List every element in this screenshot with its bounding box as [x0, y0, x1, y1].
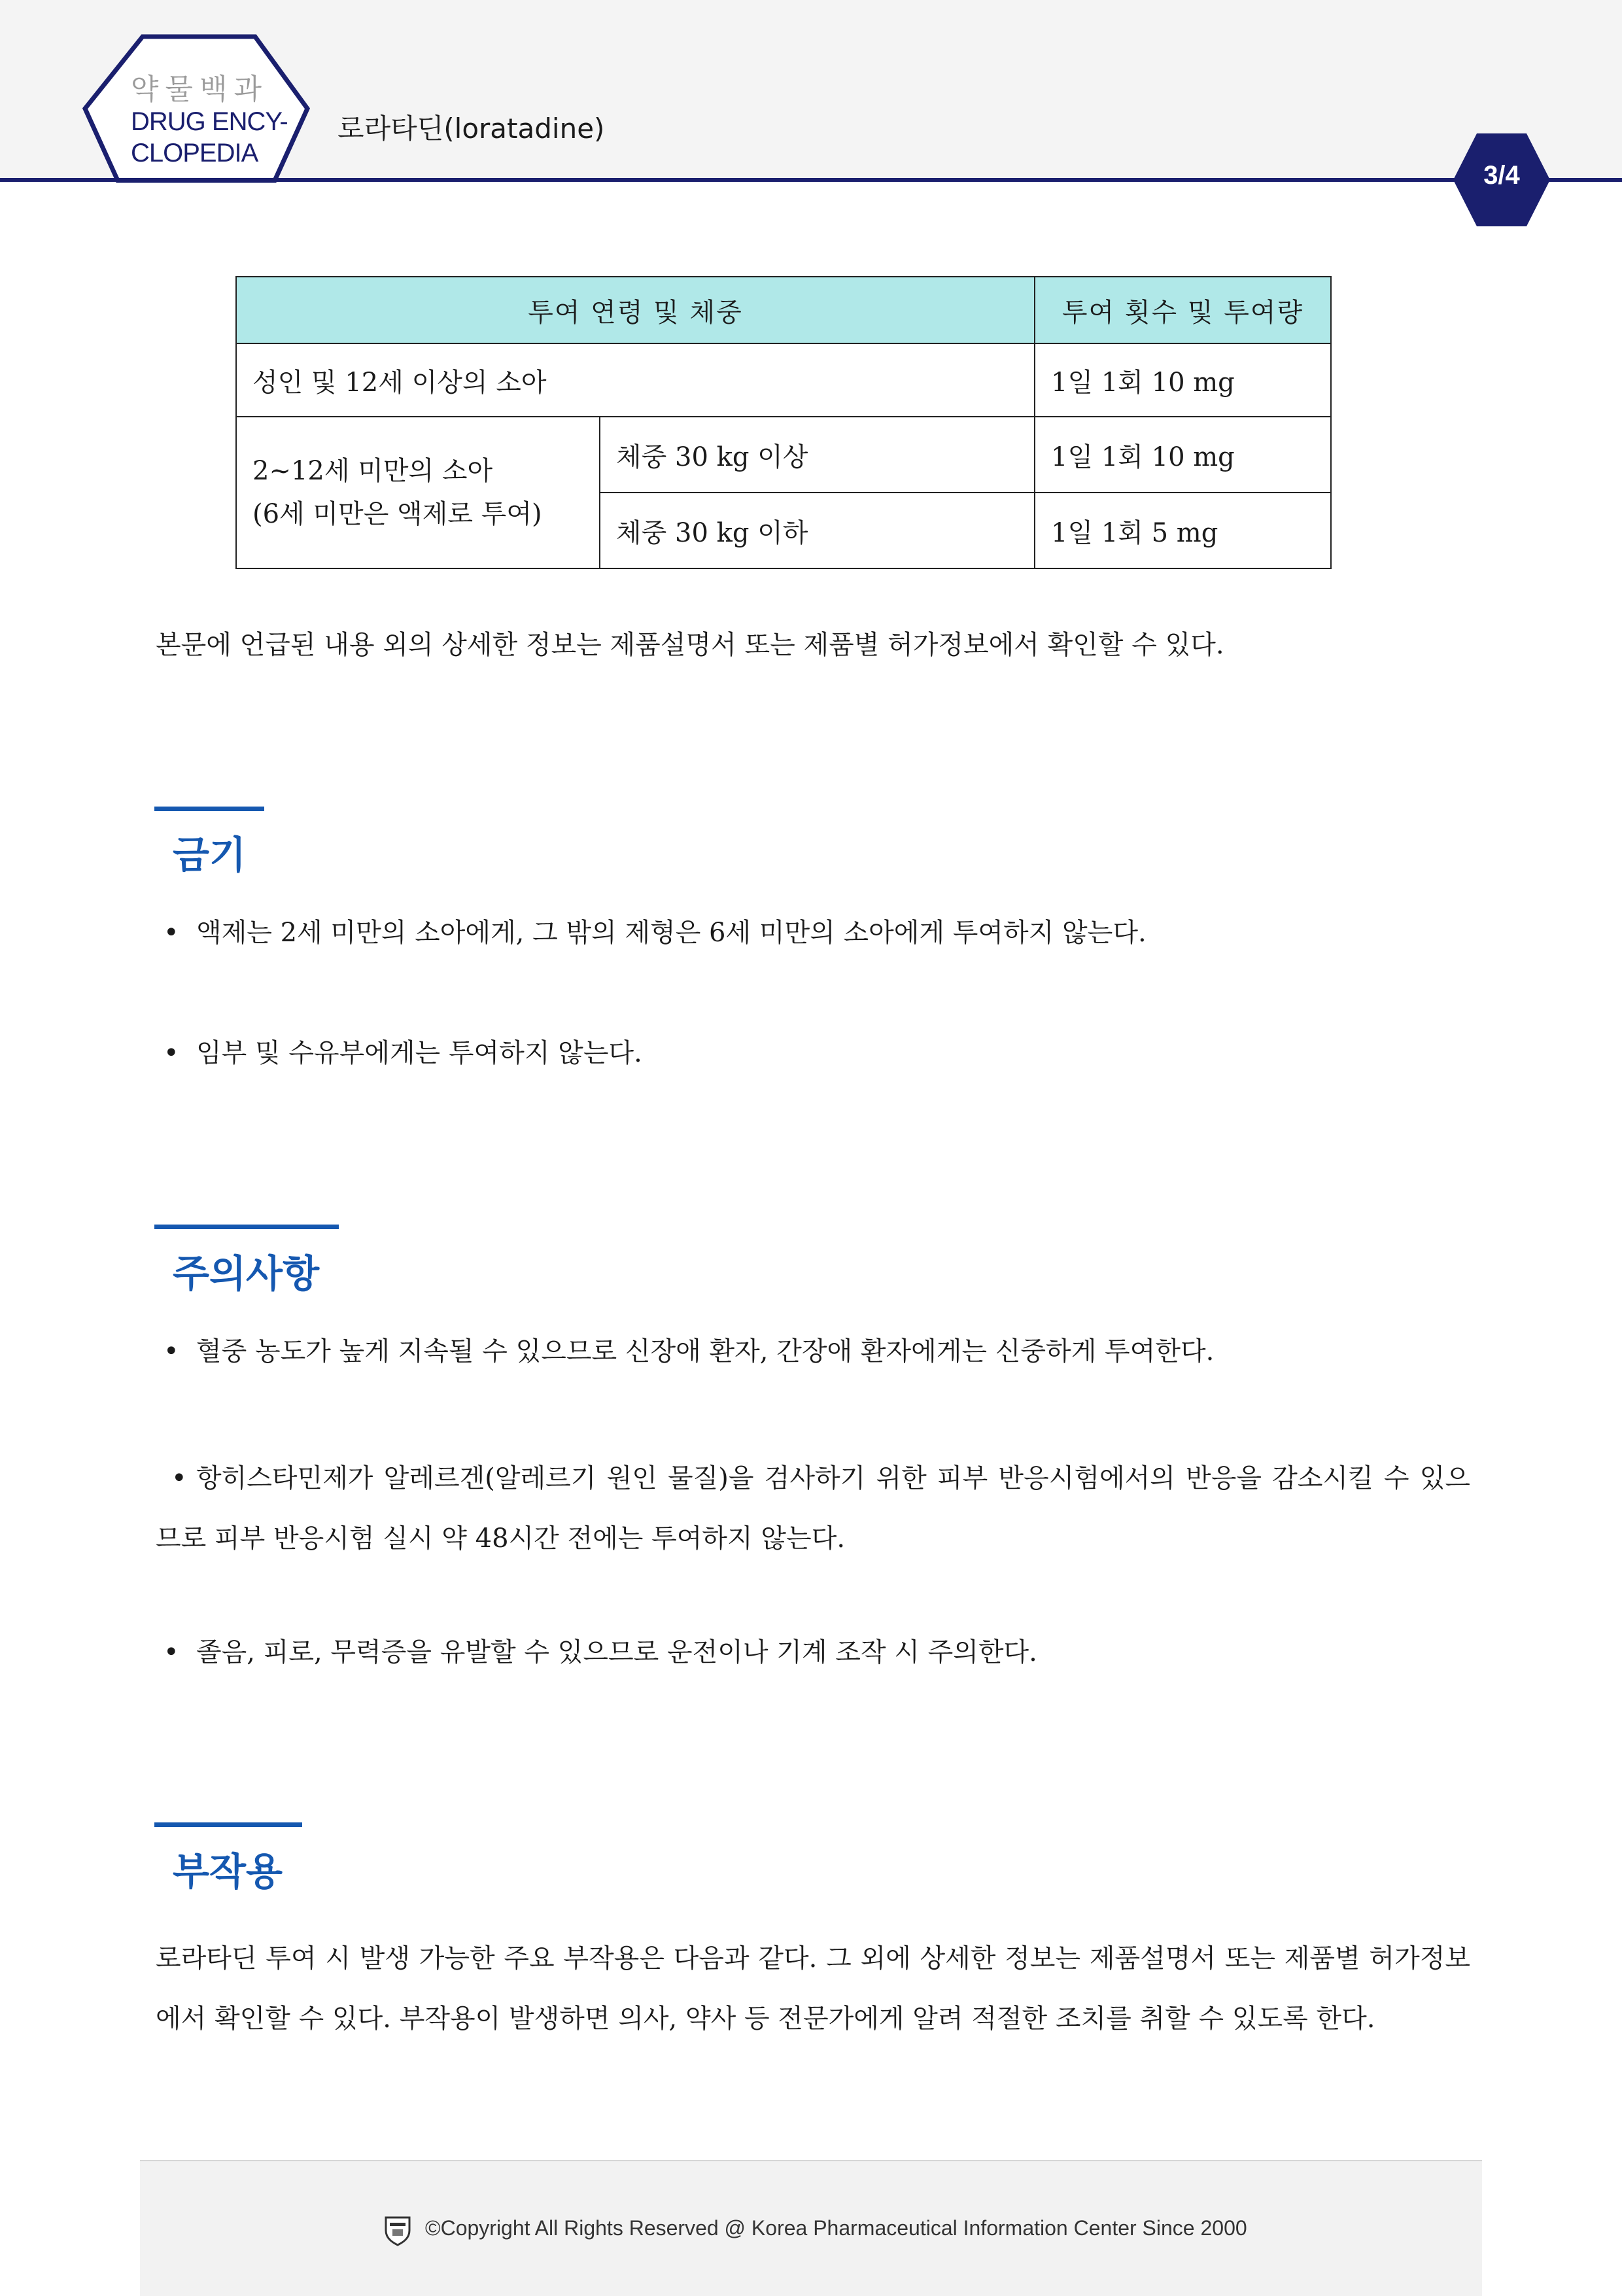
- row2-age-line2: (6세 미만은 액제로 투여): [252, 499, 542, 529]
- list-item-text: 임부 및 수유부에게는 투여하지 않는다.: [196, 1038, 642, 1068]
- document-title: 로라타딘(loratadine): [337, 113, 605, 145]
- table-row: [236, 343, 1331, 417]
- row1-age: 성인 및 12세 이상의 소아: [236, 343, 1035, 417]
- header-rule: [0, 178, 1622, 182]
- footer-copyright: ©Copyright All Rights Reserved @ Korea Pharmaceutical Information Center Since 2000: [425, 2216, 1247, 2240]
- list-item: [164, 912, 1147, 949]
- shield-emblem-icon: [383, 2215, 412, 2246]
- bullet-icon: •: [164, 1038, 179, 1068]
- header-dose: 투여 횟수 및 투여량: [1035, 277, 1331, 343]
- logo-english-text: [131, 106, 301, 169]
- row2-age: [236, 417, 600, 568]
- dosage-table: [235, 276, 1332, 569]
- list-item-text: 액제는 2세 미만의 소아에게, 그 밖의 제형은 6세 미만의 소아에게 투여하지 않는다.: [196, 918, 1147, 948]
- list-item: [164, 1032, 642, 1070]
- list-item: [164, 1331, 1214, 1368]
- logo-english-line1: DRUG ENCY-: [131, 107, 288, 136]
- section-accent-bar: [154, 1225, 339, 1229]
- list-item: [164, 1631, 1037, 1669]
- section-title-side-effects: 부작용: [173, 1849, 283, 1894]
- table-row: [236, 417, 1331, 493]
- section-accent-bar: [154, 1822, 302, 1827]
- header-age-weight: 투여 연령 및 체중: [236, 277, 1035, 343]
- logo-korean-text: 약물백과: [131, 73, 269, 106]
- row3-dose: 1일 1회 5 mg: [1035, 493, 1331, 568]
- table-header-row: [236, 277, 1331, 343]
- side-effects-text: 로라타딘 투여 시 발생 가능한 주요 부작용은 다음과 같다. 그 외에 상세한 정보는 제품설명서 또는 제품별 허가정보에서 확인할 수 있다. 부작용이 발생하면 의사, 약사 등 전문가에게 알려 적절한 조치를 취할 수 있도록 한다.: [156, 1943, 1470, 2034]
- row2-weight: 체중 30 kg 이상: [600, 417, 1035, 493]
- row1-dose: 1일 1회 10 mg: [1035, 343, 1331, 417]
- list-item-text: 졸음, 피로, 무력증을 유발할 수 있으므로 운전이나 기계 조작 시 주의한다.: [196, 1637, 1037, 1667]
- section-title-precautions: 주의사항: [173, 1251, 320, 1296]
- bullet-icon: •: [171, 1463, 187, 1493]
- row3-weight: 체중 30 kg 이하: [600, 493, 1035, 568]
- bullet-icon: •: [164, 1336, 179, 1366]
- bullet-icon: •: [164, 918, 179, 948]
- page-number: 3/4: [1483, 161, 1520, 190]
- logo-english-line2: CLOPEDIA: [131, 139, 258, 167]
- detail-note: 본문에 언급된 내용 외의 상세한 정보는 제품설명서 또는 제품별 허가정보에서 확인할 수 있다.: [156, 630, 1224, 660]
- row2-dose: 1일 1회 10 mg: [1035, 417, 1331, 493]
- section-accent-bar: [154, 807, 264, 811]
- list-item-text: 항히스타민제가 알레르겐(알레르기 원인 물질)을 검사하기 위한 피부 반응시험에서의 반응을 감소시킬 수 있으므로 피부 반응시험 실시 약 48시간 전에는 투여하지 않는다.: [156, 1463, 1470, 1554]
- section-title-contraindications: 금기: [173, 833, 247, 877]
- row2-age-line1: 2~12세 미만의 소아: [252, 456, 493, 486]
- bullet-icon: •: [164, 1637, 179, 1667]
- list-item: [156, 1448, 1470, 1569]
- list-item-text: 혈중 농도가 높게 지속될 수 있으므로 신장애 환자, 간장애 환자에게는 신중하게 투여한다.: [196, 1336, 1215, 1366]
